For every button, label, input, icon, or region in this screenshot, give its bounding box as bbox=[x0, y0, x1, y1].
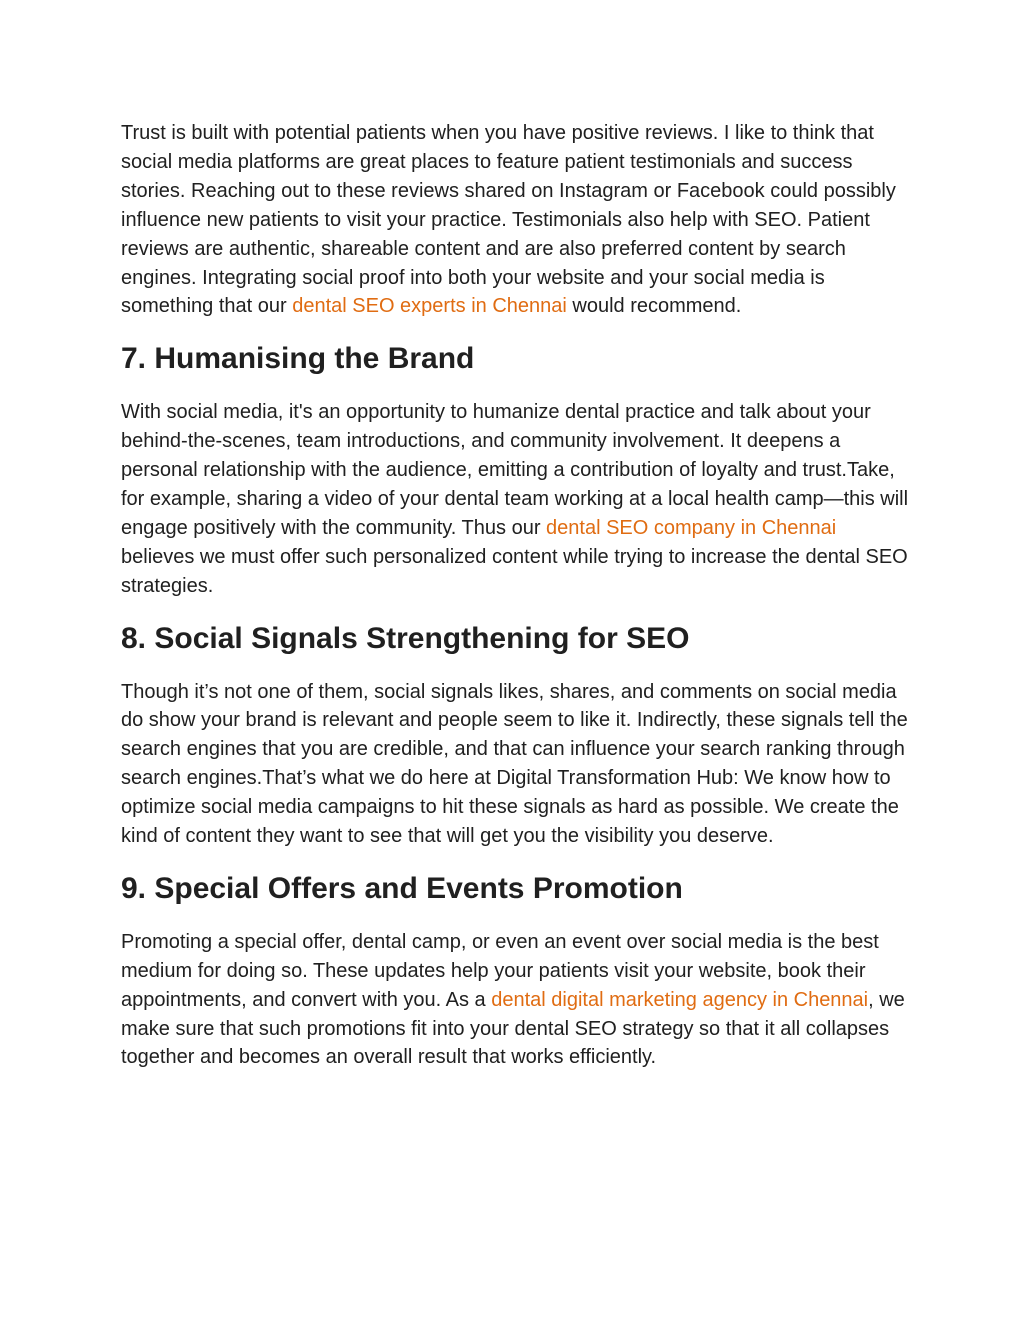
paragraph-text: believes we must offer such personalized content while trying to increase the dental SEO strategies. bbox=[121, 545, 908, 597]
dental-seo-company-link[interactable]: dental SEO company in Chennai bbox=[546, 516, 837, 539]
paragraph-special-offers bbox=[121, 928, 911, 1073]
dental-seo-experts-link[interactable]: dental SEO experts in Chennai bbox=[292, 295, 567, 318]
heading-humanising-brand: 7. Humanising the Brand bbox=[121, 342, 475, 376]
paragraph-social-signals: Though it’s not one of them, social signals likes, shares, and comments on social media do show your brand is relevant and people seem to like it. Indirectly, these signals tell the search engines that you are credible, and that can influence your search ranking through search engines.That’s what we do here at Digital Transformation Hub: We know how to optimize social media campaigns to hit these signals as hard as possible. We create the kind of content they want to see that will get you the visibility you deserve. bbox=[121, 680, 908, 848]
paragraph-text: Trust is built with potential patients when you have positive reviews. I like to think that social media platforms are great places to feature patient testimonials and success stories. Reaching out to these reviews shared on Instagram or Facebook could possibly influence new patients to visit your practice. Testimonials also help with SEO. Patient reviews are authentic, shareable content and are also preferred content by search engines. Integrating social proof into both your website and your social media is something that our bbox=[121, 122, 896, 318]
heading-special-offers: 9. Special Offers and Events Promotion bbox=[121, 871, 683, 905]
dental-digital-marketing-agency-link[interactable]: dental digital marketing agency in Chennai bbox=[491, 988, 869, 1011]
paragraph-text: , we make sure that such promotions fit into your dental SEO strategy so that it all collapses together and becomes an overall result that works efficiently. bbox=[121, 988, 905, 1069]
paragraph-text: would recommend. bbox=[566, 295, 742, 318]
document-page bbox=[121, 119, 911, 1096]
paragraph-text: Promoting a special offer, dental camp, or even an event over social media is the best medium for doing so. These updates help your patients visit your website, book their appointments, and convert with you. As a bbox=[121, 930, 879, 1011]
heading-social-signals: 8. Social Signals Strengthening for SEO bbox=[121, 621, 690, 655]
paragraph-social-proof bbox=[121, 119, 911, 321]
paragraph-humanising-brand bbox=[121, 398, 911, 600]
paragraph-text: With social media, it's an opportunity to humanize dental practice and talk about your behind-the-scenes, team introductions, and community involvement. It deepens a personal relationship with the audience, emitting a contribution of loyalty and trust.Take, for example, sharing a video of your dental team working at a local health camp—this will engage positively with the community. Thus our bbox=[121, 401, 909, 539]
